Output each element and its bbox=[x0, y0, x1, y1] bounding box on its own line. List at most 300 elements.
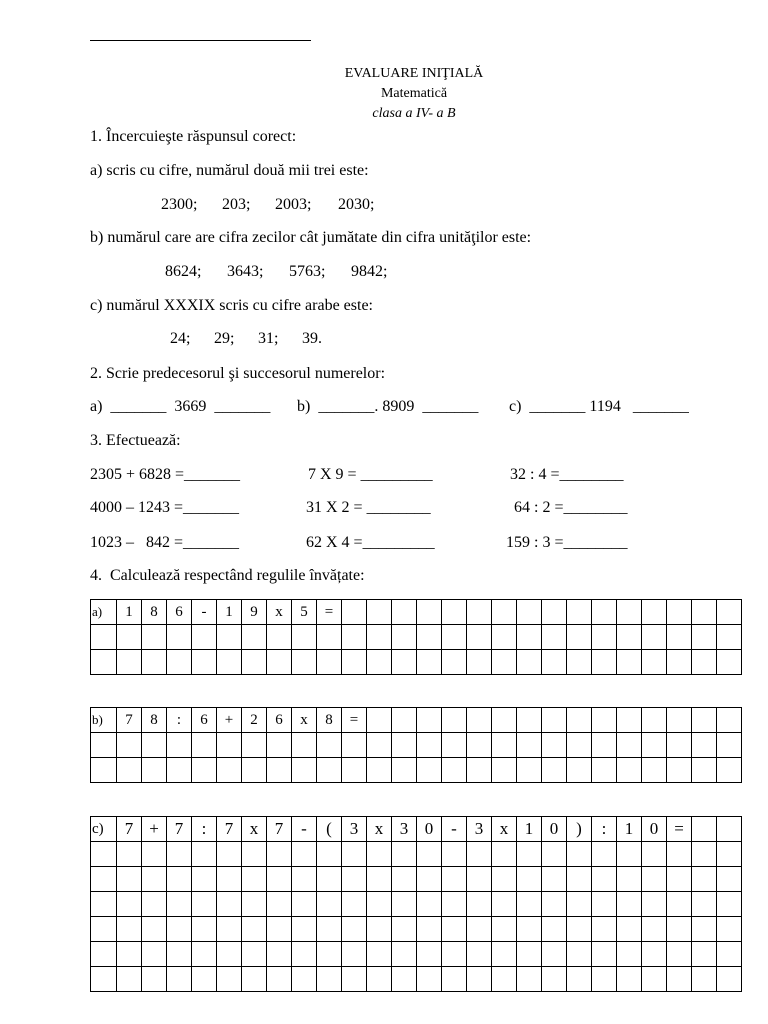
grid-cell[interactable] bbox=[317, 625, 342, 650]
grid-cell[interactable] bbox=[567, 708, 592, 733]
grid-cell[interactable]: 7 bbox=[117, 817, 142, 842]
grid-cell[interactable] bbox=[592, 892, 617, 917]
grid-cell[interactable] bbox=[542, 625, 567, 650]
grid-cell[interactable] bbox=[667, 625, 692, 650]
grid-cell[interactable] bbox=[642, 892, 667, 917]
grid-cell[interactable] bbox=[467, 758, 492, 783]
grid-cell[interactable] bbox=[492, 892, 517, 917]
grid-cell[interactable] bbox=[392, 708, 417, 733]
grid-cell[interactable]: 6 bbox=[167, 600, 192, 625]
grid-cell[interactable] bbox=[667, 967, 692, 992]
grid-cell[interactable] bbox=[417, 867, 442, 892]
grid-cell[interactable] bbox=[317, 867, 342, 892]
grid-cell[interactable] bbox=[292, 867, 317, 892]
grid-cell[interactable] bbox=[342, 733, 367, 758]
grid-cell[interactable] bbox=[167, 917, 192, 942]
grid-cell[interactable] bbox=[91, 867, 117, 892]
grid-cell[interactable] bbox=[442, 892, 467, 917]
ex1-c-option[interactable]: 29; bbox=[214, 330, 235, 347]
grid-cell[interactable] bbox=[192, 733, 217, 758]
grid-cell[interactable] bbox=[567, 758, 592, 783]
grid-cell[interactable] bbox=[492, 967, 517, 992]
grid-cell[interactable] bbox=[442, 650, 467, 675]
grid-cell[interactable] bbox=[217, 842, 242, 867]
grid-cell[interactable] bbox=[342, 758, 367, 783]
grid-cell[interactable] bbox=[642, 942, 667, 967]
grid-cell[interactable] bbox=[192, 892, 217, 917]
grid-cell[interactable] bbox=[192, 650, 217, 675]
grid-cell[interactable] bbox=[117, 867, 142, 892]
grid-cell[interactable] bbox=[117, 892, 142, 917]
grid-cell[interactable]: ( bbox=[317, 817, 342, 842]
grid-cell[interactable]: ) bbox=[567, 817, 592, 842]
grid-cell[interactable] bbox=[717, 733, 742, 758]
grid-cell[interactable] bbox=[117, 967, 142, 992]
grid-cell[interactable] bbox=[592, 625, 617, 650]
grid-cell[interactable] bbox=[242, 758, 267, 783]
ex3-item[interactable]: 32 : 4 =________ bbox=[510, 466, 624, 483]
grid-cell[interactable] bbox=[517, 967, 542, 992]
grid-cell[interactable] bbox=[592, 708, 617, 733]
grid-cell[interactable] bbox=[192, 917, 217, 942]
grid-cell[interactable] bbox=[567, 917, 592, 942]
grid-cell[interactable] bbox=[542, 600, 567, 625]
grid-cell[interactable] bbox=[167, 867, 192, 892]
grid-cell[interactable] bbox=[292, 625, 317, 650]
grid-cell[interactable] bbox=[417, 842, 442, 867]
ex3-item[interactable]: 62 X 4 =_________ bbox=[306, 534, 435, 551]
grid-cell[interactable] bbox=[367, 967, 392, 992]
grid-cell[interactable] bbox=[442, 917, 467, 942]
grid-cell[interactable] bbox=[717, 817, 742, 842]
ex3-item[interactable]: 159 : 3 =________ bbox=[506, 534, 628, 551]
grid-cell[interactable] bbox=[467, 600, 492, 625]
grid-cell[interactable] bbox=[267, 842, 292, 867]
grid-cell[interactable]: 7 bbox=[267, 817, 292, 842]
grid-cell[interactable] bbox=[167, 967, 192, 992]
grid-cell[interactable] bbox=[342, 892, 367, 917]
grid-cell[interactable] bbox=[417, 942, 442, 967]
grid-cell[interactable] bbox=[692, 892, 717, 917]
grid-b[interactable] bbox=[90, 707, 742, 783]
grid-cell[interactable] bbox=[342, 600, 367, 625]
grid-cell[interactable] bbox=[367, 625, 392, 650]
grid-cell[interactable] bbox=[667, 842, 692, 867]
grid-cell[interactable] bbox=[267, 917, 292, 942]
grid-cell[interactable]: 3 bbox=[342, 817, 367, 842]
grid-cell[interactable]: 2 bbox=[242, 708, 267, 733]
grid-cell[interactable] bbox=[417, 758, 442, 783]
grid-cell[interactable] bbox=[442, 867, 467, 892]
ex3-item[interactable]: 4000 – 1243 =_______ bbox=[90, 499, 240, 516]
grid-cell[interactable] bbox=[217, 867, 242, 892]
grid-cell[interactable] bbox=[467, 942, 492, 967]
grid-cell[interactable] bbox=[167, 650, 192, 675]
grid-cell[interactable] bbox=[117, 942, 142, 967]
grid-cell[interactable] bbox=[117, 842, 142, 867]
grid-cell[interactable] bbox=[367, 600, 392, 625]
grid-cell[interactable] bbox=[442, 842, 467, 867]
grid-cell[interactable] bbox=[217, 942, 242, 967]
grid-cell[interactable] bbox=[692, 600, 717, 625]
grid-cell[interactable] bbox=[192, 967, 217, 992]
grid-cell[interactable] bbox=[417, 917, 442, 942]
grid-cell[interactable] bbox=[367, 650, 392, 675]
grid-cell[interactable] bbox=[367, 708, 392, 733]
grid-cell[interactable] bbox=[617, 733, 642, 758]
grid-cell[interactable] bbox=[492, 733, 517, 758]
grid-cell[interactable] bbox=[267, 733, 292, 758]
grid-cell[interactable]: + bbox=[217, 708, 242, 733]
grid-cell[interactable] bbox=[267, 650, 292, 675]
grid-cell[interactable] bbox=[592, 650, 617, 675]
grid-cell[interactable] bbox=[642, 708, 667, 733]
grid-cell[interactable]: x bbox=[292, 708, 317, 733]
grid-cell[interactable] bbox=[417, 625, 442, 650]
grid-cell[interactable] bbox=[142, 758, 167, 783]
grid-cell[interactable] bbox=[142, 625, 167, 650]
grid-cell[interactable] bbox=[392, 917, 417, 942]
ex1-a-option[interactable]: 2300; bbox=[161, 196, 198, 213]
grid-c[interactable] bbox=[90, 816, 742, 992]
grid-cell[interactable] bbox=[467, 892, 492, 917]
grid-cell[interactable] bbox=[442, 758, 467, 783]
grid-cell[interactable] bbox=[542, 650, 567, 675]
grid-cell[interactable] bbox=[667, 650, 692, 675]
grid-cell[interactable] bbox=[91, 917, 117, 942]
grid-cell[interactable] bbox=[367, 758, 392, 783]
grid-cell[interactable]: b) bbox=[91, 708, 117, 733]
grid-cell[interactable] bbox=[417, 892, 442, 917]
grid-cell[interactable] bbox=[542, 917, 567, 942]
grid-cell[interactable]: 8 bbox=[317, 708, 342, 733]
grid-cell[interactable] bbox=[417, 650, 442, 675]
grid-cell[interactable] bbox=[692, 842, 717, 867]
ex1-b-option[interactable]: 9842; bbox=[351, 263, 388, 280]
grid-cell[interactable] bbox=[717, 892, 742, 917]
grid-cell[interactable] bbox=[242, 917, 267, 942]
grid-cell[interactable]: 0 bbox=[542, 817, 567, 842]
grid-cell[interactable]: - bbox=[192, 600, 217, 625]
grid-cell[interactable]: - bbox=[292, 817, 317, 842]
grid-cell[interactable] bbox=[267, 942, 292, 967]
grid-cell[interactable] bbox=[642, 967, 667, 992]
grid-cell[interactable] bbox=[467, 650, 492, 675]
grid-cell[interactable] bbox=[517, 758, 542, 783]
grid-cell[interactable] bbox=[91, 758, 117, 783]
ex1-a-option[interactable]: 203; bbox=[222, 196, 251, 213]
grid-cell[interactable] bbox=[192, 867, 217, 892]
grid-cell[interactable] bbox=[317, 733, 342, 758]
grid-cell[interactable] bbox=[442, 708, 467, 733]
grid-cell[interactable] bbox=[91, 892, 117, 917]
grid-cell[interactable] bbox=[667, 892, 692, 917]
grid-cell[interactable] bbox=[617, 967, 642, 992]
ex3-item[interactable]: 1023 – 842 =_______ bbox=[90, 534, 240, 551]
grid-cell[interactable] bbox=[542, 867, 567, 892]
grid-cell[interactable]: x bbox=[242, 817, 267, 842]
grid-cell[interactable]: : bbox=[592, 817, 617, 842]
grid-cell[interactable] bbox=[717, 867, 742, 892]
grid-cell[interactable] bbox=[592, 967, 617, 992]
grid-cell[interactable] bbox=[542, 708, 567, 733]
grid-cell[interactable] bbox=[367, 867, 392, 892]
grid-cell[interactable]: 1 bbox=[517, 817, 542, 842]
grid-cell[interactable]: a) bbox=[91, 600, 117, 625]
ex3-item[interactable]: 7 X 9 = _________ bbox=[308, 466, 433, 483]
grid-cell[interactable] bbox=[91, 942, 117, 967]
grid-cell[interactable] bbox=[91, 842, 117, 867]
grid-cell[interactable] bbox=[217, 892, 242, 917]
grid-cell[interactable] bbox=[342, 967, 367, 992]
grid-cell[interactable] bbox=[442, 942, 467, 967]
ex2-b[interactable]: b) _______. 8909 _______ bbox=[297, 398, 479, 415]
grid-cell[interactable] bbox=[592, 917, 617, 942]
grid-cell[interactable] bbox=[342, 942, 367, 967]
grid-cell[interactable] bbox=[717, 842, 742, 867]
grid-cell[interactable] bbox=[192, 942, 217, 967]
grid-cell[interactable] bbox=[517, 942, 542, 967]
grid-cell[interactable] bbox=[567, 733, 592, 758]
grid-cell[interactable] bbox=[642, 733, 667, 758]
grid-cell[interactable] bbox=[242, 867, 267, 892]
ex2-a[interactable]: a) _______ 3669 _______ bbox=[90, 398, 271, 415]
grid-cell[interactable] bbox=[217, 917, 242, 942]
ex1-a-option[interactable]: 2003; bbox=[275, 196, 312, 213]
grid-cell[interactable] bbox=[692, 650, 717, 675]
grid-cell[interactable] bbox=[617, 917, 642, 942]
grid-cell[interactable] bbox=[492, 942, 517, 967]
grid-cell[interactable] bbox=[417, 600, 442, 625]
grid-cell[interactable] bbox=[117, 625, 142, 650]
grid-cell[interactable] bbox=[91, 733, 117, 758]
grid-cell[interactable] bbox=[717, 917, 742, 942]
grid-cell[interactable] bbox=[717, 625, 742, 650]
grid-cell[interactable] bbox=[592, 867, 617, 892]
grid-cell[interactable]: x bbox=[367, 817, 392, 842]
grid-cell[interactable] bbox=[567, 867, 592, 892]
grid-cell[interactable] bbox=[517, 600, 542, 625]
grid-cell[interactable] bbox=[642, 650, 667, 675]
grid-cell[interactable]: 7 bbox=[167, 817, 192, 842]
grid-cell[interactable] bbox=[692, 917, 717, 942]
grid-cell[interactable] bbox=[567, 625, 592, 650]
grid-cell[interactable] bbox=[442, 600, 467, 625]
grid-cell[interactable] bbox=[667, 758, 692, 783]
grid-cell[interactable]: = bbox=[342, 708, 367, 733]
grid-cell[interactable] bbox=[542, 892, 567, 917]
ex1-b-option[interactable]: 8624; bbox=[165, 263, 202, 280]
grid-cell[interactable] bbox=[492, 758, 517, 783]
grid-cell[interactable] bbox=[667, 942, 692, 967]
grid-cell[interactable] bbox=[717, 967, 742, 992]
grid-cell[interactable] bbox=[392, 650, 417, 675]
grid-cell[interactable] bbox=[467, 917, 492, 942]
grid-cell[interactable] bbox=[392, 733, 417, 758]
grid-cell[interactable] bbox=[517, 867, 542, 892]
grid-cell[interactable] bbox=[167, 892, 192, 917]
grid-cell[interactable] bbox=[317, 758, 342, 783]
grid-cell[interactable]: = bbox=[317, 600, 342, 625]
grid-cell[interactable] bbox=[592, 942, 617, 967]
grid-cell[interactable] bbox=[242, 892, 267, 917]
grid-cell[interactable] bbox=[242, 942, 267, 967]
grid-cell[interactable] bbox=[567, 967, 592, 992]
grid-cell[interactable] bbox=[292, 733, 317, 758]
grid-cell[interactable] bbox=[467, 625, 492, 650]
grid-cell[interactable]: x bbox=[267, 600, 292, 625]
grid-cell[interactable] bbox=[217, 967, 242, 992]
ex1-c-option[interactable]: 39. bbox=[302, 330, 322, 347]
grid-cell[interactable]: : bbox=[192, 817, 217, 842]
grid-cell[interactable] bbox=[692, 967, 717, 992]
grid-cell[interactable] bbox=[567, 650, 592, 675]
grid-cell[interactable] bbox=[517, 625, 542, 650]
grid-cell[interactable] bbox=[517, 708, 542, 733]
grid-cell[interactable] bbox=[367, 942, 392, 967]
grid-cell[interactable] bbox=[517, 650, 542, 675]
grid-cell[interactable] bbox=[617, 600, 642, 625]
grid-cell[interactable] bbox=[367, 917, 392, 942]
grid-cell[interactable] bbox=[117, 758, 142, 783]
grid-cell[interactable] bbox=[542, 967, 567, 992]
grid-cell[interactable] bbox=[717, 758, 742, 783]
grid-cell[interactable] bbox=[692, 867, 717, 892]
grid-cell[interactable] bbox=[492, 600, 517, 625]
grid-cell[interactable] bbox=[142, 967, 167, 992]
grid-cell[interactable] bbox=[692, 942, 717, 967]
grid-cell[interactable]: 6 bbox=[192, 708, 217, 733]
ex2-c[interactable]: c) _______ 1194 _______ bbox=[509, 398, 689, 415]
grid-cell[interactable] bbox=[717, 600, 742, 625]
grid-cell[interactable] bbox=[642, 867, 667, 892]
grid-cell[interactable] bbox=[142, 892, 167, 917]
grid-cell[interactable] bbox=[692, 708, 717, 733]
grid-cell[interactable] bbox=[542, 758, 567, 783]
ex1-b-option[interactable]: 5763; bbox=[289, 263, 326, 280]
grid-cell[interactable]: 8 bbox=[142, 708, 167, 733]
grid-cell[interactable]: : bbox=[167, 708, 192, 733]
grid-cell[interactable] bbox=[317, 917, 342, 942]
grid-cell[interactable] bbox=[392, 758, 417, 783]
ex1-c-option[interactable]: 24; bbox=[170, 330, 191, 347]
grid-cell[interactable] bbox=[642, 600, 667, 625]
grid-cell[interactable] bbox=[667, 867, 692, 892]
grid-cell[interactable] bbox=[467, 842, 492, 867]
grid-cell[interactable] bbox=[342, 867, 367, 892]
grid-cell[interactable] bbox=[542, 842, 567, 867]
ex1-a-option[interactable]: 2030; bbox=[338, 196, 375, 213]
grid-cell[interactable] bbox=[142, 733, 167, 758]
grid-cell[interactable] bbox=[542, 733, 567, 758]
grid-cell[interactable] bbox=[392, 600, 417, 625]
grid-cell[interactable] bbox=[667, 600, 692, 625]
grid-cell[interactable] bbox=[91, 650, 117, 675]
grid-cell[interactable] bbox=[617, 842, 642, 867]
grid-cell[interactable] bbox=[292, 758, 317, 783]
grid-cell[interactable] bbox=[592, 733, 617, 758]
grid-cell[interactable]: - bbox=[442, 817, 467, 842]
grid-cell[interactable] bbox=[367, 842, 392, 867]
grid-cell[interactable]: 1 bbox=[117, 600, 142, 625]
grid-cell[interactable] bbox=[617, 758, 642, 783]
grid-cell[interactable] bbox=[492, 650, 517, 675]
grid-cell[interactable]: 5 bbox=[292, 600, 317, 625]
grid-cell[interactable]: 8 bbox=[142, 600, 167, 625]
grid-cell[interactable] bbox=[467, 733, 492, 758]
grid-cell[interactable] bbox=[617, 650, 642, 675]
grid-cell[interactable] bbox=[642, 917, 667, 942]
grid-cell[interactable] bbox=[517, 733, 542, 758]
grid-cell[interactable]: 0 bbox=[642, 817, 667, 842]
grid-cell[interactable] bbox=[217, 758, 242, 783]
ex3-item[interactable]: 64 : 2 =________ bbox=[514, 499, 628, 516]
grid-cell[interactable] bbox=[167, 758, 192, 783]
grid-cell[interactable] bbox=[142, 867, 167, 892]
grid-cell[interactable] bbox=[292, 892, 317, 917]
grid-cell[interactable] bbox=[242, 733, 267, 758]
grid-cell[interactable] bbox=[642, 842, 667, 867]
grid-cell[interactable] bbox=[267, 758, 292, 783]
grid-cell[interactable] bbox=[692, 758, 717, 783]
grid-cell[interactable] bbox=[517, 917, 542, 942]
grid-cell[interactable] bbox=[667, 733, 692, 758]
ex1-b-option[interactable]: 3643; bbox=[227, 263, 264, 280]
grid-cell[interactable]: 1 bbox=[217, 600, 242, 625]
grid-cell[interactable]: 7 bbox=[117, 708, 142, 733]
ex3-item[interactable]: 2305 + 6828 =_______ bbox=[90, 466, 241, 483]
grid-cell[interactable] bbox=[392, 867, 417, 892]
grid-cell[interactable] bbox=[91, 967, 117, 992]
grid-cell[interactable] bbox=[567, 892, 592, 917]
grid-cell[interactable] bbox=[317, 842, 342, 867]
grid-cell[interactable] bbox=[292, 942, 317, 967]
grid-cell[interactable] bbox=[117, 733, 142, 758]
grid-cell[interactable] bbox=[142, 942, 167, 967]
grid-cell[interactable] bbox=[667, 708, 692, 733]
grid-cell[interactable] bbox=[467, 967, 492, 992]
grid-cell[interactable]: 3 bbox=[467, 817, 492, 842]
grid-cell[interactable] bbox=[517, 892, 542, 917]
grid-cell[interactable] bbox=[617, 708, 642, 733]
grid-cell[interactable] bbox=[91, 625, 117, 650]
grid-cell[interactable] bbox=[217, 625, 242, 650]
grid-cell[interactable] bbox=[467, 708, 492, 733]
grid-cell[interactable] bbox=[392, 842, 417, 867]
grid-cell[interactable] bbox=[567, 942, 592, 967]
grid-cell[interactable] bbox=[392, 892, 417, 917]
grid-cell[interactable] bbox=[592, 842, 617, 867]
grid-cell[interactable] bbox=[542, 942, 567, 967]
grid-cell[interactable]: 7 bbox=[217, 817, 242, 842]
grid-cell[interactable] bbox=[142, 650, 167, 675]
grid-cell[interactable] bbox=[217, 733, 242, 758]
grid-cell[interactable] bbox=[317, 650, 342, 675]
grid-cell[interactable] bbox=[292, 842, 317, 867]
grid-cell[interactable] bbox=[617, 867, 642, 892]
grid-cell[interactable]: 0 bbox=[417, 817, 442, 842]
grid-cell[interactable] bbox=[117, 650, 142, 675]
grid-cell[interactable] bbox=[617, 942, 642, 967]
grid-cell[interactable] bbox=[567, 600, 592, 625]
grid-cell[interactable] bbox=[242, 650, 267, 675]
grid-cell[interactable] bbox=[267, 867, 292, 892]
grid-cell[interactable] bbox=[367, 892, 392, 917]
grid-cell[interactable] bbox=[267, 892, 292, 917]
grid-cell[interactable] bbox=[192, 758, 217, 783]
grid-cell[interactable] bbox=[142, 917, 167, 942]
grid-cell[interactable] bbox=[617, 625, 642, 650]
